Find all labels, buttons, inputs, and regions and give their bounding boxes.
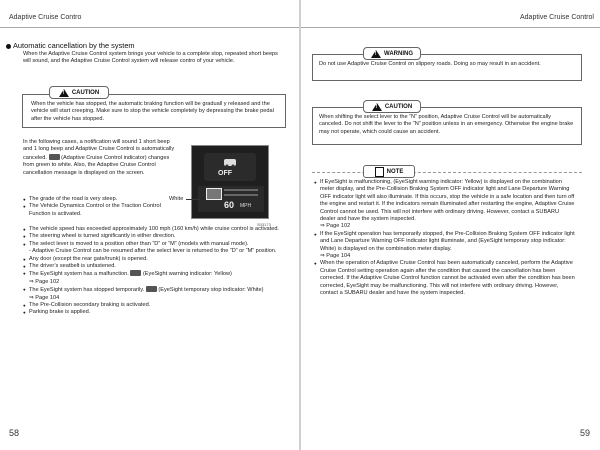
sub-note: - Adaptive Cruise Control can be resumed after the select lever is returned to the “D” or “M” position. (29, 248, 277, 255)
callout-line (186, 199, 200, 200)
acc-off-panel (204, 153, 256, 181)
caution-box-left (22, 94, 286, 128)
speed-panel (198, 186, 264, 212)
list-item: ● The EyeSight system has a malfunction. (EyeSight warning indicator: Yellow) (23, 270, 285, 278)
caution-tab-right: ! CAUTION (363, 100, 421, 113)
callout-label: White (169, 196, 184, 202)
section-title: Automatic cancellation by the system (6, 41, 135, 50)
cases-list-a (23, 196, 173, 218)
warning-tab: ! WARNING (363, 47, 421, 60)
meter-display-figure (191, 145, 269, 219)
warning-triangle-icon (371, 50, 381, 58)
caution-box-right (312, 107, 582, 145)
page-ref[interactable]: ⇒ Page 102 (29, 278, 60, 285)
list-item: ● If EyeSight is malfunctioning, (EyeSight warning indicator: Yellow) is displayed on the combination meter display, and the Pre-Collision Braking System OFF indicator light and Lane Departure Warning OFF indicator light will also illuminate. If this occurs, stop the vehicle in a safe location and then turn off the engine and restart it. If the indicators remain illuminated after restarting the engine, Adaptive Cruise Control cannot be used. This will not interfere with ordinary driving. However, contact a SUBARU dealer and have the system inspected. (314, 179, 576, 223)
cases-text: In the following cases, a notification will sound 1 short beep and 1 long beep and Adaptive Cruise Control is automatically canceled. (Adaptive Cruise Control indicator) changes from green to white. Also, the Adaptive Cruise Control cancellation message is displayed on the screen. (23, 139, 175, 176)
note-rule (312, 172, 582, 173)
list-item: ● When the operation of Adaptive Cruise Control has been automatically canceled, perform the Adaptive Cruise Control setting operation again after the condition that caused the cancellation has been corrected. If the Adaptive Cruise Control function cannot be activated even after the condition has been corrected, EyeSight may be malfunctioning. This will not interfere with ordinary driving. However, contact a SUBARU dealer and have the system inspected. (314, 260, 576, 297)
warning-box (312, 54, 582, 81)
list-item: ● The grade of the road is very steep. (23, 196, 173, 203)
list-item: ● The Pre-Collision secondary braking is activated. (23, 302, 285, 309)
list-item: ● The select lever is moved to a position other than “D” or “M” (models with manual mode). (23, 241, 285, 248)
eyesight-stop-icon (146, 286, 157, 292)
off-label: OFF (218, 170, 232, 177)
lane-line (224, 194, 258, 196)
caution-tab-left: ! CAUTION (49, 86, 109, 99)
warning-triangle-icon (372, 103, 382, 111)
acc-indicator-icon (49, 154, 60, 160)
speed-unit: MPH (240, 203, 252, 209)
list-item: ● The driver’s seatbelt is unfastened. (23, 263, 285, 270)
list-item: ● The vehicle speed has exceeded approximately 100 mph (160 km/h) while cruise control is activated. (23, 226, 285, 233)
page-ref[interactable]: ⇒ Page 104 (29, 294, 60, 301)
speed-value: 60 (224, 200, 235, 210)
page-ref[interactable]: ⇒ Page 102 (320, 223, 351, 230)
intro-text: When the Adaptive Cruise Control system brings your vehicle to a complete stop, repeated short beeps will sound, and the Adaptive Cruise Control system will release contro of your vehicle. (23, 51, 278, 65)
note-icon (375, 167, 384, 177)
list-item: ● If the EyeSight operation has temporarily stopped, the Pre-Collision Braking System OFF indicator light and Lane Departure Warning OFF indicator light illuminate, and (EyeSight temporary stop indicator: White) is displayed on the combination meter display. (314, 231, 576, 253)
warning-text: Do not use Adaptive Cruise Control on slippery roads. Doing so may result in an accident. (319, 61, 541, 67)
page-number-right: 59 (580, 428, 591, 438)
page-fold (299, 0, 301, 450)
cases-list-b (23, 226, 285, 317)
header-rule-right (301, 27, 600, 28)
figure-code: S03173 (257, 222, 271, 227)
page-header-right: Adaptive Cruise Control (520, 14, 594, 21)
page-number-left: 58 (9, 428, 20, 438)
note-list (314, 179, 576, 298)
list-item: ● The Vehicle Dynamics Control or the Traction Control Function is activated. (23, 203, 173, 218)
caution-text-right: When shifting the select lever to the “N” position, Adaptive Cruise Control will be automatically canceled. Do not shift the lever to the “N” position unless in an emergency. Otherwise the engine brake may not operate, which could cause an accident. (319, 114, 574, 135)
list-item: ● Any door (except the rear gate/trunk) is opened. (23, 256, 285, 263)
warning-triangle-icon (59, 89, 69, 97)
list-item: ● The EyeSight system has stopped temporarily. (EyeSight temporary stop indicator: White) (23, 286, 285, 294)
caution-text-left: When the vehicle has stopped, the automatic braking function will be graduall y released and the vehicle will start creeping. Make sure to stop the vehicle completely by depressing the brake pedal after the vehicle has stopped. (31, 101, 274, 122)
list-item: ● Parking brake is applied. (23, 309, 285, 316)
acc-indicator-icon (206, 188, 222, 200)
acc-car-icon (220, 155, 240, 169)
lane-line (224, 189, 258, 191)
header-rule-left (0, 27, 299, 28)
section-bullet-icon (6, 44, 11, 49)
page-header-left: Adaptive Cruise Contro (9, 14, 82, 21)
list-item: ● The steering wheel is turned significantly in either direction. (23, 233, 285, 240)
note-tab: NOTE (363, 165, 415, 178)
eyesight-warning-icon (130, 270, 141, 276)
page-ref[interactable]: ⇒ Page 104 (320, 253, 351, 260)
